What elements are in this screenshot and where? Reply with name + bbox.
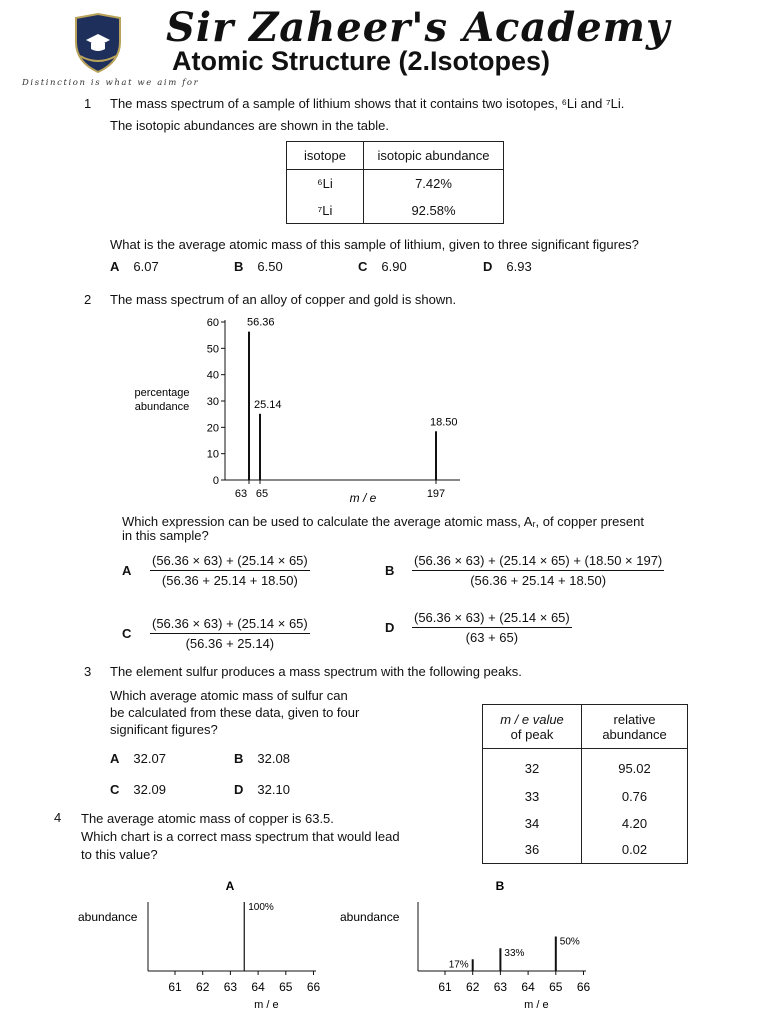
peak-data-label: 25.14 [254,398,282,411]
x-tick-label: 61 [168,980,182,994]
q1-table-header: isotopic abundance [364,142,504,170]
x-axis-label: m / e [254,999,279,1011]
q3-option-a[interactable] [110,751,166,766]
option-letter: C [358,259,368,274]
q3-option-b[interactable] [234,751,290,766]
q1-option-b[interactable] [234,259,283,274]
peak-data-label: 33% [504,948,525,960]
q3-table-header [582,705,688,749]
q3-question-line: Which average atomic mass of sulfur can [110,688,348,703]
x-tick-label: 63 [234,488,248,500]
q4-question-line: The average atomic mass of copper is 63.5. [81,811,334,826]
option-text: 32.08 [257,751,290,766]
option-text: 32.10 [257,782,290,797]
q3-table-cell: 0.02 [582,837,688,864]
q2-option-b-letter[interactable]: B [385,563,395,578]
academy-name: Sir Zaheer's Academy [166,4,671,51]
x-tick-label: 63 [493,980,508,994]
q1-table-cell: ⁷Li [287,198,364,224]
q3-number: 3 [84,664,92,679]
x-tick-label: 66 [306,980,321,994]
peak-data-label: 17% [448,959,469,971]
x-tick-label: 64 [251,980,265,994]
x-tick-label: 197 [426,488,446,500]
q1-option-d[interactable] [483,259,532,274]
y-tick-label: 60 [206,317,219,329]
y-tick-label: 10 [206,448,219,461]
q3-table-cell: 34 [483,810,582,837]
q3-table-cell: 0.76 [582,783,688,810]
y-axis-label: abundance [134,401,190,413]
page-title: Atomic Structure (2.Isotopes) [172,46,551,76]
q1-question: What is the average atomic mass of this sample of lithium, given to three significant figures? [110,237,639,252]
q4-chart-b[interactable] [330,874,600,1020]
shield-logo [72,12,124,74]
y-tick-label: 40 [206,369,219,382]
q2-option-a-expression[interactable] [150,553,310,588]
option-text: 6.93 [506,259,532,274]
q4-number: 4 [54,810,62,825]
q3-option-c[interactable] [110,782,166,797]
option-text: 32.09 [133,782,166,797]
q3-table-cell: 95.02 [582,749,688,783]
q3-question-line: significant figures? [110,722,218,737]
peak-data-label: 18.50 [430,416,458,429]
q4-chart-a[interactable] [60,874,330,1020]
fraction-numerator: (56.36 × 63) + (25.14 × 65) + (18.50 × 197) [412,553,664,571]
fraction-numerator: (56.36 × 63) + (25.14 × 65) [150,553,310,571]
y-tick-label: 0 [212,475,219,487]
chart-title: A [225,879,235,893]
q1-line1: The mass spectrum of a sample of lithium shows that it contains two isotopes, ⁶Li and ⁷Li. [110,96,625,111]
q2-question [122,515,644,543]
option-letter: B [234,259,244,274]
x-tick-label: 62 [466,980,480,994]
option-text: 6.07 [133,259,159,274]
y-tick-label: 20 [206,422,219,435]
q3-peaks-table [482,704,688,864]
option-letter: B [234,751,244,766]
q1-table-cell: 92.58% [364,198,504,224]
tagline: Distinction is what we aim for [22,78,200,88]
q2-line1: The mass spectrum of an alloy of copper and gold is shown. [110,292,457,307]
q4-question [81,810,400,864]
q2-question-line: Which expression can be used to calculate the average atomic mass, Aᵣ, of copper present [122,514,644,529]
q2-option-d-letter[interactable]: D [385,620,395,635]
fraction-numerator: (56.36 × 63) + (25.14 × 65) [412,610,572,628]
peak-data-label: 100% [248,902,274,913]
fraction-denominator: (56.36 + 25.14 + 18.50) [161,573,298,588]
x-tick-label: 64 [521,980,535,994]
chart-title: B [495,879,505,893]
q3-question-line: be calculated from these data, given to four [110,705,360,720]
x-tick-label: 66 [576,980,591,994]
fraction-denominator: (56.36 + 25.14) [185,636,275,651]
q1-table-cell: 7.42% [364,170,504,198]
header-line: m / e value [500,711,564,727]
q3-table-cell: 36 [483,837,582,864]
x-axis-label: m / e [349,491,377,505]
header-line: of peak [510,726,554,742]
y-tick-label: 30 [206,396,219,408]
q3-question [110,687,359,738]
x-tick-label: 62 [196,980,210,994]
x-tick-label: 65 [255,488,269,500]
fraction-numerator: (56.36 × 63) + (25.14 × 65) [150,616,310,634]
q2-option-c-expression[interactable] [150,616,310,651]
peak-data-label: 56.36 [247,316,275,329]
q2-option-b-expression[interactable] [412,553,664,588]
q2-option-c-letter[interactable]: C [122,626,132,641]
q3-option-d[interactable] [234,782,290,797]
q1-isotope-table [286,141,504,224]
header-line: abundance [602,726,667,742]
option-letter: A [110,259,120,274]
q4-question-line: Which chart is a correct mass spectrum that would lead [81,829,400,844]
option-text: 6.50 [257,259,283,274]
option-text: 32.07 [133,751,166,766]
y-axis-label: abundance [340,910,400,924]
header-line: relative [613,711,656,727]
option-text: 6.90 [381,259,407,274]
fraction-denominator: (63 + 65) [465,630,519,645]
x-axis-label: m / e [524,999,549,1011]
fraction-denominator: (56.36 + 25.14 + 18.50) [470,573,607,588]
q1-table-cell: ⁶Li [287,170,364,198]
y-tick-label: 50 [206,343,219,356]
x-tick-label: 61 [438,980,452,994]
q3-table-cell: 32 [483,749,582,783]
x-tick-label: 63 [223,980,238,994]
q3-table-cell: 33 [483,783,582,810]
x-tick-label: 65 [279,980,293,994]
option-letter: D [234,782,244,797]
q2-option-a-letter[interactable]: A [122,563,132,578]
q1-line2: The isotopic abundances are shown in the table. [110,118,389,133]
option-letter: C [110,782,120,797]
q1-table-header: isotope [287,142,364,170]
q2-question-line: in this sample? [122,528,209,543]
q2-number: 2 [84,292,92,307]
q3-line1: The element sulfur produces a mass spectrum with the following peaks. [110,664,522,679]
q2-mass-spectrum-chart [120,310,480,510]
y-axis-label: abundance [78,910,138,924]
option-letter: D [483,259,493,274]
y-axis-label: percentage [134,387,190,399]
option-letter: A [110,751,120,766]
q3-table-header [483,705,582,749]
q1-option-c[interactable] [358,259,407,274]
q1-number: 1 [84,96,92,111]
x-tick-label: 65 [549,980,563,994]
q3-table-cell: 4.20 [582,810,688,837]
q4-question-line: to this value? [81,847,158,862]
q1-option-a[interactable] [110,259,159,274]
peak-data-label: 50% [559,936,580,948]
q2-option-d-expression[interactable] [412,610,572,645]
